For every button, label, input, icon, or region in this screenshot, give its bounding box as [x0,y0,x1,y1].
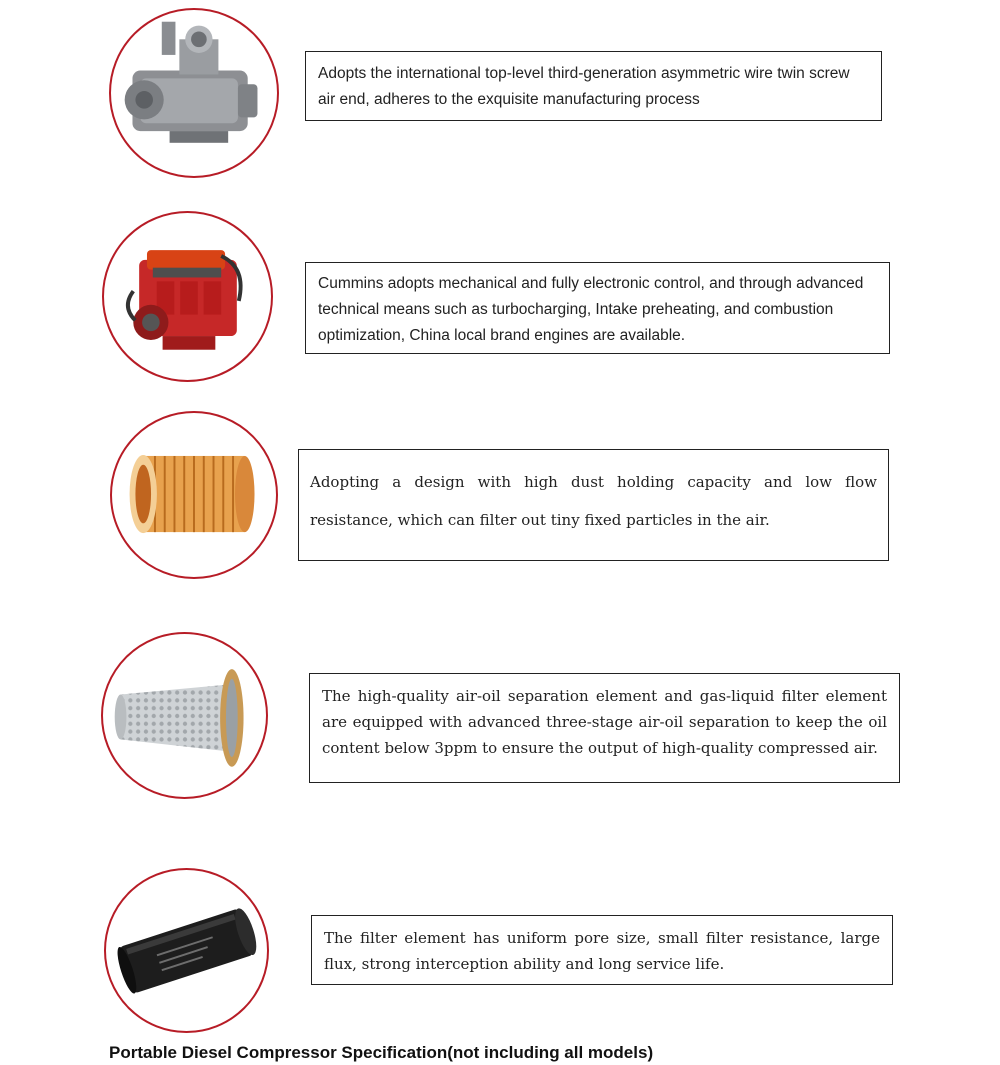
feature-3-description-box [298,449,889,561]
feature-1-description: Adopts the international top-level third-generation asymmetric wire twin screw air end, adheres to the exquisite manufacturing process [318,65,850,108]
feature-4-description: The high-quality air-oil separation element and gas-liquid filter element are equipped with advanced three-stage air-oil separation to keep the oil content below 3ppm to ensure the output of high-quality compressed air. [322,687,887,757]
feature-5-description-box [311,915,893,985]
specification-heading: Portable Diesel Compressor Specification(not including all models) [109,1043,654,1062]
feature-2-description-box [305,262,890,354]
feature-2-image [102,211,273,382]
diesel-engine-icon [104,213,271,380]
feature-3-description: Adopting a design with high dust holding capacity and low flow resistance, which can filter out tiny fixed particles in the air. [310,473,877,529]
feature-4-description-box [309,673,900,783]
feature-5-description: The filter element has uniform pore size, small filter resistance, large flux, strong interception ability and long service life. [324,929,880,973]
feature-3-image [110,411,278,579]
oil-filter-icon [106,870,267,1031]
feature-1-description-box [305,51,882,121]
screw-air-end-icon [111,10,277,176]
feature-2-description: Cummins adopts mechanical and fully electronic control, and through advanced technical means such as turbocharging, Intake preheating, and combustion optimization, China local brand engines are available. [318,275,864,344]
feature-5-image [104,868,269,1033]
air-filter-icon [112,413,276,577]
oil-separator-icon [103,634,266,797]
feature-1-image [109,8,279,178]
feature-4-image [101,632,268,799]
